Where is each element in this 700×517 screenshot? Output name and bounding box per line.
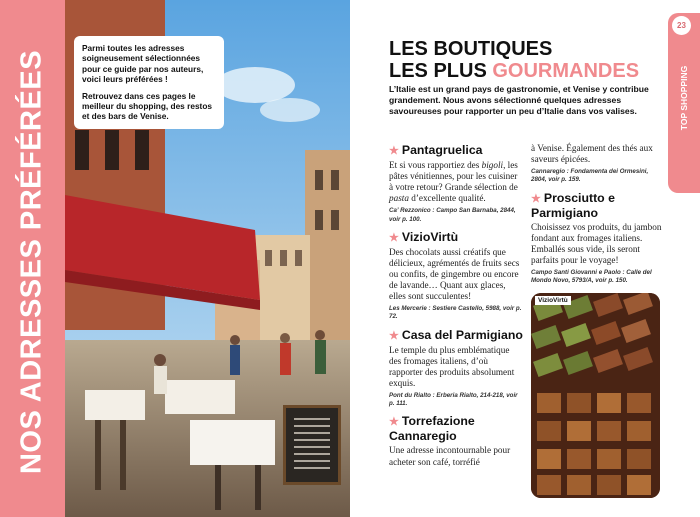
shop-entry-continuation bbox=[531, 143, 663, 185]
column-left bbox=[389, 143, 523, 474]
shop-name: ★ Casa del Parmigiano bbox=[389, 327, 523, 342]
shop-name: ★ VizioVirtù bbox=[389, 229, 459, 244]
shop-name: ★ Pantagruelica bbox=[389, 143, 483, 157]
band-title-wrap bbox=[0, 0, 65, 517]
lead-paragraph: L’Italie est un grand pays de gastronomie, et Venise y contribue grandement. Nous avons sélectionné quelques adresses savoureuses pour rapporter un peu d’Italie dans vos valises. bbox=[389, 84, 649, 116]
menu-chalkboard bbox=[283, 405, 341, 485]
shop-description: Choisissez vos produits, du jambon fondant aux fromages italiens. Emballés sous vide, ils seront parfaits pour le voyage! bbox=[531, 221, 662, 265]
star-icon: ★ bbox=[389, 145, 399, 157]
shop-description: à Venise. Également des thés aux saveurs épicées. bbox=[531, 143, 653, 165]
intro-text-1: Parmi toutes les adresses soigneusement sélectionnées pour ce guide par nos auteurs, voici leurs préférées ! bbox=[82, 43, 204, 85]
shop-entry bbox=[389, 230, 523, 322]
shop-address: Pont du Rialto : Erberia Rialto, 214-218, voir p. 111. bbox=[389, 392, 518, 408]
star-icon: ★ bbox=[531, 192, 541, 205]
star-icon: ★ bbox=[389, 231, 399, 244]
column-right bbox=[531, 143, 663, 291]
shop-description: Et si vous rapportiez des bigoli, les pâtes vénitiennes, pour les cuisiner à votre retour? Grande sélection de pasta d’excellente qualité. bbox=[389, 160, 518, 204]
section-tab-label: TOP SHOPPING bbox=[679, 65, 689, 131]
shop-description: Le temple du plus emblématique des fromages italiens, d’où rapporter des produits absolument exquis. bbox=[389, 344, 515, 388]
title-accent: GOURMANDES bbox=[492, 60, 640, 82]
shop-entry bbox=[531, 191, 663, 286]
band-title: NOS ADRESSES PRÉFÉRÉES bbox=[15, 49, 48, 475]
shop-entry bbox=[389, 414, 523, 467]
shop-address: Les Mercerie : Sestiere Castello, 5988, voir p. 72. bbox=[389, 305, 522, 321]
star-icon: ★ bbox=[389, 329, 399, 342]
photo-caption: VizioVirtù bbox=[535, 296, 571, 305]
intro-box bbox=[74, 36, 224, 129]
star-icon: ★ bbox=[389, 416, 399, 429]
shop-description: Une adresse incontournable pour acheter son café, torréfié bbox=[389, 445, 511, 467]
intro-text-2: Retrouvez dans ces pages le meilleur du shopping, des restos et des bars de Venise. bbox=[82, 90, 213, 122]
page-title bbox=[389, 38, 639, 82]
shop-description: Des chocolats aussi créatifs que délicieux, agrémentés de fruits secs ou confits, de gingembre ou encore de lavande… Quant aux glaces, elles sont succulentes! bbox=[389, 246, 520, 302]
shop-entry bbox=[389, 328, 523, 409]
shop-address: Ca’ Rezzonico : Campo San Barnaba, 2844, voir p. 100. bbox=[389, 207, 516, 223]
shop-address: Cannaregio : Fondamenta dei Ormesini, 2804, voir p. 159. bbox=[531, 168, 649, 184]
chocolate-photo bbox=[531, 293, 660, 498]
shop-entry bbox=[389, 143, 523, 224]
page-number: 23 bbox=[672, 16, 691, 35]
shop-address: Campo Santi Giovanni e Paolo : Calle del Mondo Novo, 5793/A, voir p. 150. bbox=[531, 268, 652, 285]
title-line-2 bbox=[389, 60, 639, 82]
title-line-2a: LES PLUS bbox=[389, 60, 493, 82]
title-line-1: LES BOUTIQUES bbox=[389, 38, 553, 60]
shop-name: ★ Prosciutto e Parmigiano bbox=[531, 190, 615, 220]
shop-name: ★ Torrefazione Cannaregio bbox=[389, 414, 475, 444]
